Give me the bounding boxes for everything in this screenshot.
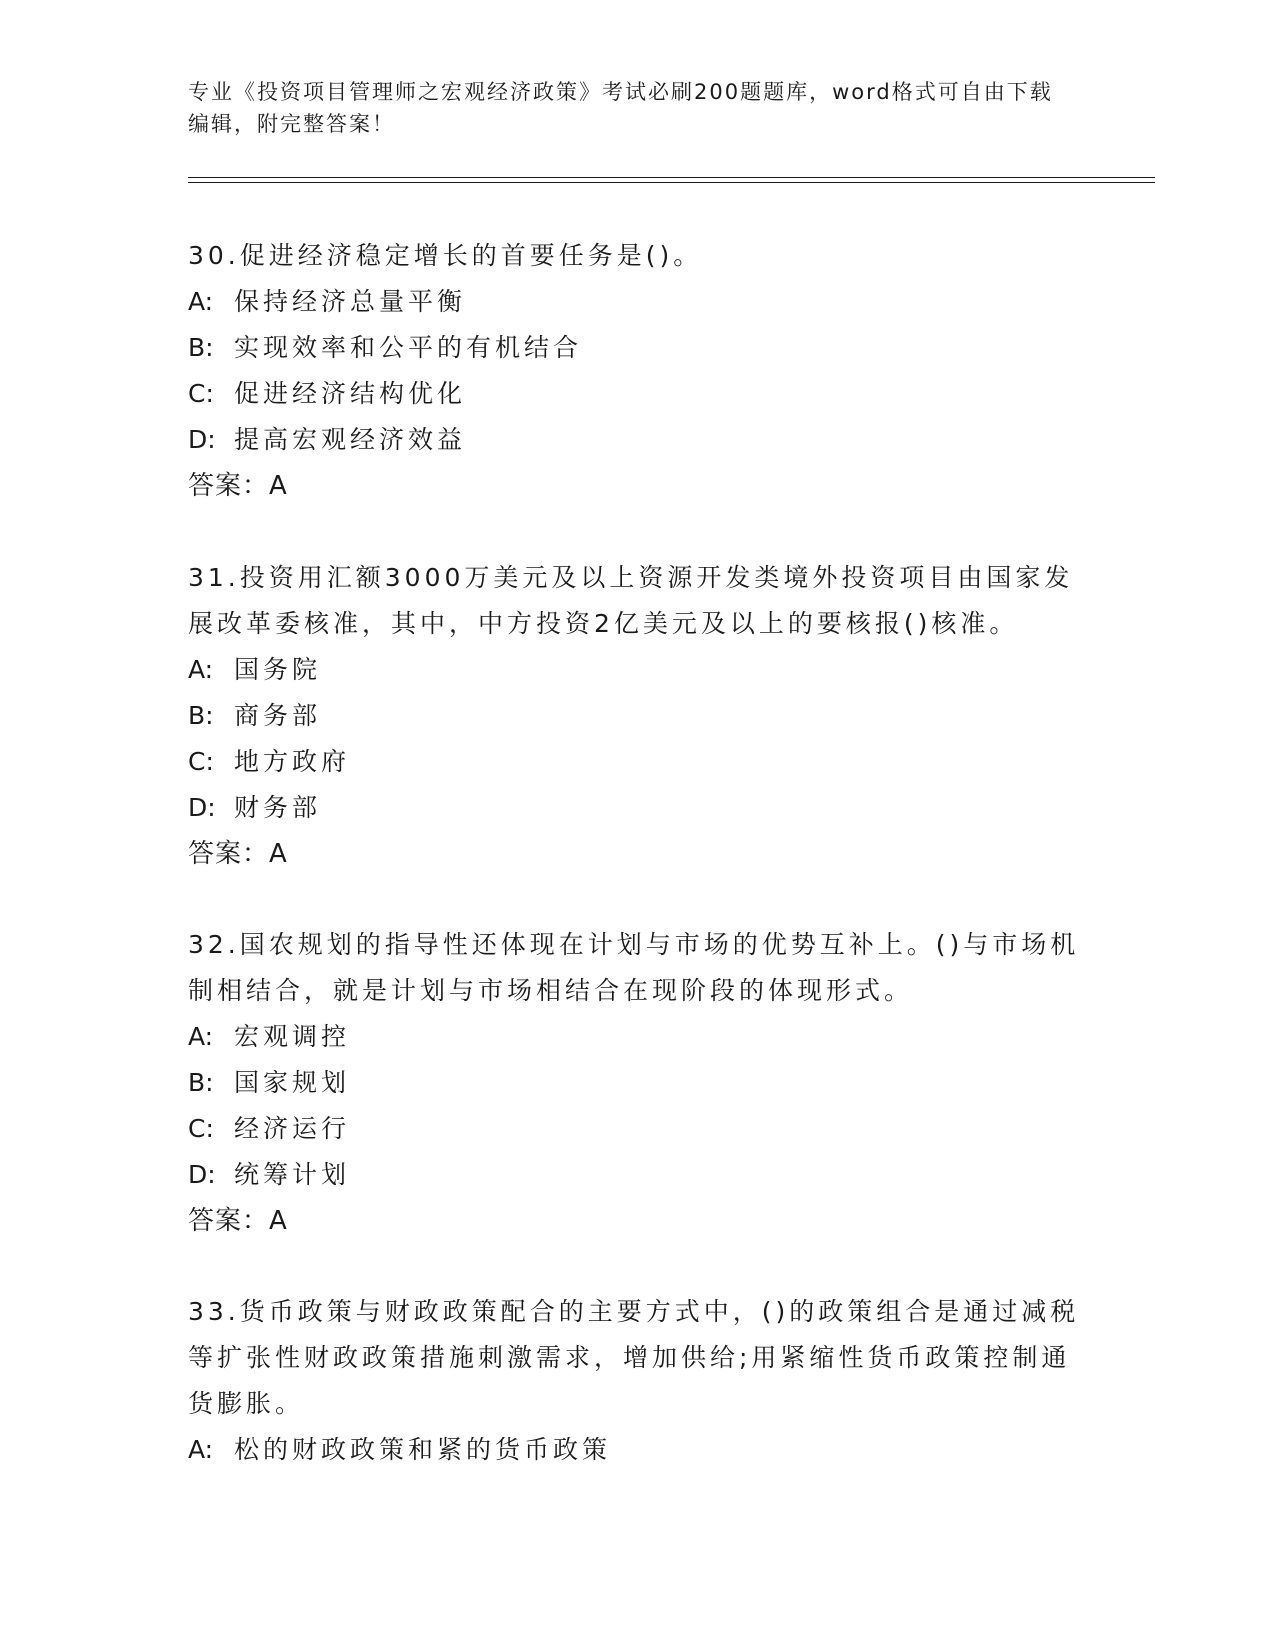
option-text: 经济运行 xyxy=(234,1114,351,1143)
option-b xyxy=(188,325,1088,371)
option-text: 保持经济总量平衡 xyxy=(234,287,467,316)
question-32 xyxy=(188,922,1088,1244)
option-a xyxy=(188,1427,1088,1473)
option-letter: A: xyxy=(188,655,214,684)
option-text: 宏观调控 xyxy=(234,1022,351,1051)
option-a xyxy=(188,647,1088,693)
option-letter: C: xyxy=(188,1114,214,1143)
option-d xyxy=(188,417,1088,463)
answer-text: 答案：A xyxy=(188,471,288,501)
option-text: 提高宏观经济效益 xyxy=(234,425,467,454)
document-header: 专业《投资项目管理师之宏观经济政策》考试必刷200题题库，word格式可自由下载编辑，附完整答案！ xyxy=(188,80,1053,136)
option-letter: A: xyxy=(188,1435,214,1464)
option-b xyxy=(188,1060,1088,1106)
answer-text: 答案：A xyxy=(188,1206,288,1236)
question-33 xyxy=(188,1289,1088,1473)
option-a xyxy=(188,279,1088,325)
option-d xyxy=(188,785,1088,831)
option-letter: B: xyxy=(188,333,214,362)
option-text: 统筹计划 xyxy=(234,1160,351,1189)
option-text: 松的财政政策和紧的货币政策 xyxy=(234,1435,612,1464)
question-text: 30.促进经济稳定增长的首要任务是()。 xyxy=(188,241,703,270)
option-text: 地方政府 xyxy=(234,747,351,776)
answer-text: 答案：A xyxy=(188,839,288,869)
option-b xyxy=(188,693,1088,739)
option-letter: C: xyxy=(188,379,214,408)
option-c xyxy=(188,739,1088,785)
header-divider-top xyxy=(188,177,1155,178)
option-a xyxy=(188,1014,1088,1060)
option-letter: B: xyxy=(188,1068,214,1097)
option-letter: D: xyxy=(188,425,216,454)
question-30 xyxy=(188,233,1088,509)
question-text: 32.国农规划的指导性还体现在计划与市场的优势互补上。()与市场机制相结合，就是计划与市场相结合在现阶段的体现形式。 xyxy=(188,930,1080,1005)
option-letter: D: xyxy=(188,793,216,822)
question-31 xyxy=(188,555,1088,877)
option-text: 财务部 xyxy=(234,793,322,822)
option-c xyxy=(188,1106,1088,1152)
question-text: 33.货币政策与财政政策配合的主要方式中，()的政策组合是通过减税等扩张性财政政策措施刺激需求，增加供给;用紧缩性货币政策控制通货膨胀。 xyxy=(188,1297,1080,1418)
option-letter: D: xyxy=(188,1160,216,1189)
option-d xyxy=(188,1152,1088,1198)
option-letter: A: xyxy=(188,287,214,316)
option-text: 国家规划 xyxy=(234,1068,351,1097)
option-text: 国务院 xyxy=(234,655,322,684)
option-letter: A: xyxy=(188,1022,214,1051)
option-text: 促进经济结构优化 xyxy=(234,379,467,408)
option-text: 商务部 xyxy=(234,701,322,730)
option-letter: B: xyxy=(188,701,214,730)
option-letter: C: xyxy=(188,747,214,776)
question-text: 31.投资用汇额3000万美元及以上资源开发类境外投资项目由国家发展改革委核准，其中，中方投资2亿美元及以上的要核报()核准。 xyxy=(188,563,1074,638)
option-text: 实现效率和公平的有机结合 xyxy=(234,333,583,362)
option-c xyxy=(188,371,1088,417)
header-divider-bottom xyxy=(188,182,1155,183)
